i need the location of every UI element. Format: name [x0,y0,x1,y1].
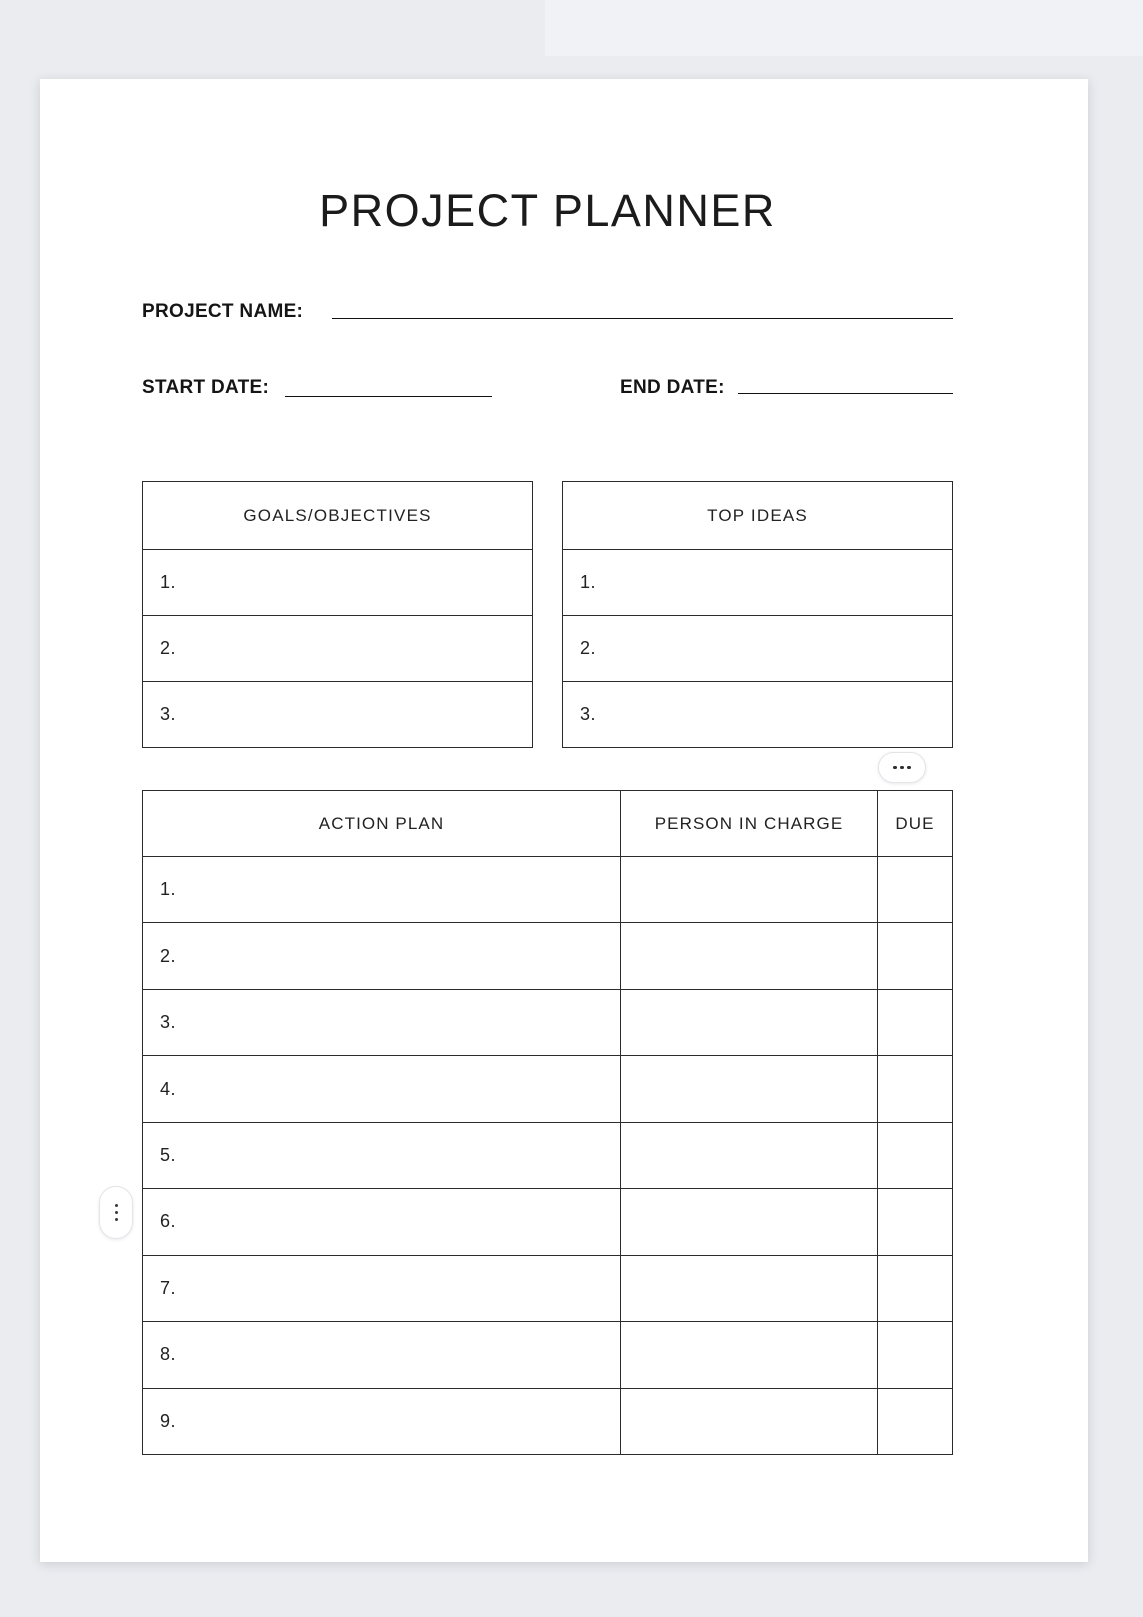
due-cell-5[interactable] [877,1122,952,1188]
ideas-table-header[interactable] [563,482,952,550]
due-header: DUE [877,791,952,856]
person-cell-9[interactable] [620,1388,877,1454]
due-cell-7[interactable] [877,1255,952,1321]
canvas-top-band [545,0,1143,56]
goals-row-number: 2. [160,638,177,658]
ideas-row-1[interactable] [563,550,952,615]
ideas-table [562,481,953,748]
ideas-row-number: 1. [580,572,597,592]
action-cell-7[interactable]: 7. [143,1255,620,1321]
more-horizontal-icon [893,766,911,770]
person-cell-8[interactable] [620,1321,877,1387]
action-cell-4[interactable]: 4. [143,1055,620,1121]
start-date-line [285,396,492,397]
goals-table-title: GOALS/OBJECTIVES [243,505,432,525]
table-options-button[interactable] [878,752,926,783]
action-cell-3[interactable]: 3. [143,989,620,1055]
action-cell-9[interactable]: 9. [143,1388,620,1454]
start-date-label: START DATE: [142,377,270,398]
ideas-row-2[interactable] [563,615,952,681]
goals-row-number: 3. [160,704,177,724]
ideas-row-number: 2. [580,638,597,658]
due-cell-4[interactable] [877,1055,952,1121]
ideas-row-3[interactable] [563,681,952,747]
due-cell-8[interactable] [877,1321,952,1387]
person-cell-5[interactable] [620,1122,877,1188]
page-title: PROJECT PLANNER [319,185,776,236]
person-cell-4[interactable] [620,1055,877,1121]
due-cell-1[interactable] [877,856,952,922]
ideas-table-title: TOP IDEAS [707,505,808,525]
ideas-row-number: 3. [580,704,597,724]
person-cell-6[interactable] [620,1188,877,1254]
due-cell-9[interactable] [877,1388,952,1454]
goals-table-header[interactable] [143,482,532,550]
action-cell-1[interactable]: 1. [143,856,620,922]
action-plan-header: ACTION PLAN [318,813,445,833]
person-in-charge-header: PERSON IN CHARGE [620,791,877,856]
action-plan-table [142,790,953,1455]
end-date-label: END DATE: [620,377,725,398]
more-vertical-icon [115,1204,118,1221]
person-cell-1[interactable] [620,856,877,922]
person-cell-3[interactable] [620,989,877,1055]
due-cell-2[interactable] [877,922,952,988]
row-handle-button[interactable] [99,1186,133,1239]
due-cell-3[interactable] [877,989,952,1055]
end-date-line [738,393,953,394]
action-cell-8[interactable]: 8. [143,1321,620,1387]
person-cell-7[interactable] [620,1255,877,1321]
goals-row-3[interactable] [143,681,532,747]
goals-row-1[interactable] [143,550,532,615]
action-cell-2[interactable]: 2. [143,922,620,988]
project-name-label: PROJECT NAME: [142,301,304,322]
due-cell-6[interactable] [877,1188,952,1254]
goals-row-number: 1. [160,572,177,592]
goals-row-2[interactable] [143,615,532,681]
document-page [40,79,1088,1562]
person-cell-2[interactable] [620,922,877,988]
goals-table [142,481,533,748]
action-cell-6[interactable]: 6. [143,1188,620,1254]
project-name-line [332,318,953,319]
action-cell-5[interactable]: 5. [143,1122,620,1188]
